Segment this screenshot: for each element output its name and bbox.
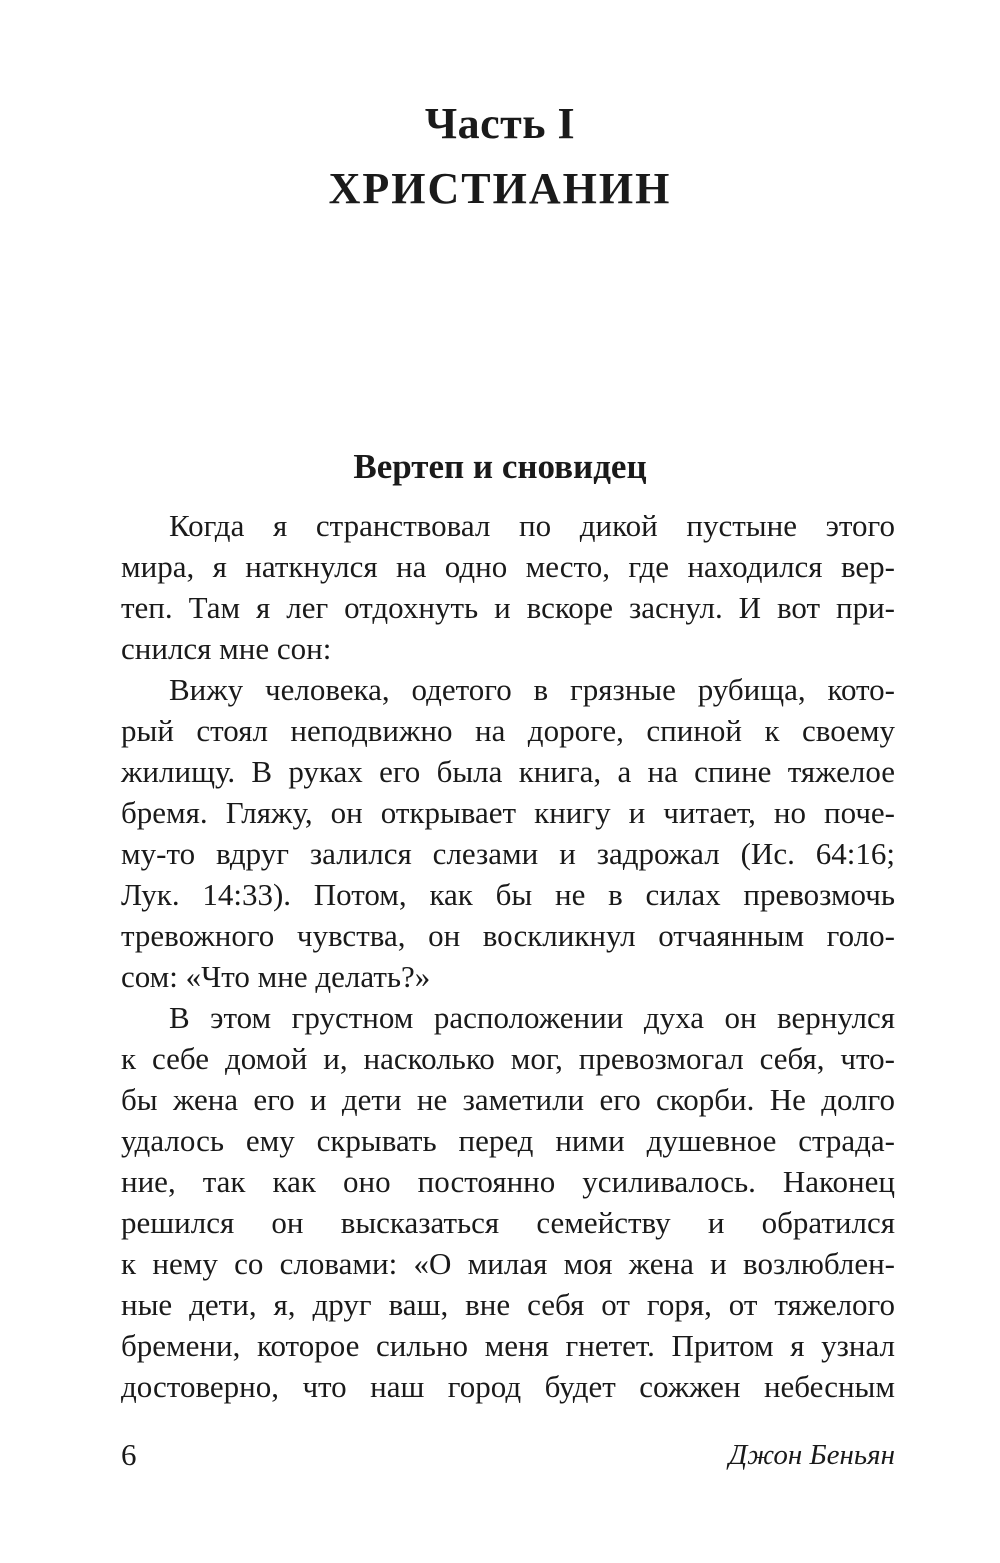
text-line: Лук. 14:33). Потом, как бы не в силах превозмочь — [121, 877, 895, 912]
text-line: теп. Там я лег отдохнуть и вскоре заснул. И вот при- — [121, 590, 895, 625]
text-line: жилищу. В руках его была книга, а на спине тяжелое — [121, 754, 895, 789]
running-footer-author: Джон Беньян — [728, 1439, 895, 1471]
section-title: Вертеп и сновидец — [353, 447, 647, 486]
text-line: В этом грустном расположении духа он вернулся — [169, 1000, 895, 1035]
part-name: ХРИСТИАНИН — [328, 164, 672, 213]
text-line: Когда я странствовал по дикой пустыне этого — [169, 508, 895, 543]
text-line: бремени, которое сильно меня гнетет. Притом я узнал — [121, 1328, 895, 1363]
text-line: му-то вдруг залился слезами и задрожал (Ис. 64:16; — [121, 836, 895, 871]
text-line: ные дети, я, друг ваш, вне себя от горя, от тяжелого — [121, 1287, 895, 1322]
text-line: бы жена его и дети не заметили его скорби. Не долго — [121, 1082, 895, 1117]
page-number: 6 — [121, 1437, 137, 1472]
text-line: Вижу человека, одетого в грязные рубища, кото- — [169, 672, 895, 707]
text-line: тревожного чувства, он воскликнул отчаянным голо- — [121, 918, 895, 953]
text-line: сом: «Что мне делать?» — [121, 959, 431, 994]
text-line: к себе домой и, насколько мог, превозмогал себя, что- — [121, 1041, 895, 1076]
text-line: решился он высказаться семейству и обратился — [121, 1205, 895, 1240]
text-line: достоверно, что наш город будет сожжен небесным — [121, 1369, 895, 1404]
body-text — [121, 505, 895, 1407]
text-line: удалось ему скрывать перед ними душевное страда- — [121, 1123, 895, 1158]
text-line: к нему со словами: «О милая моя жена и возлюблен- — [121, 1246, 895, 1281]
text-line: снился мне сон: — [121, 631, 332, 666]
text-line: рый стоял неподвижно на дороге, спиной к своему — [121, 713, 895, 748]
text-line: ние, так как оно постоянно усиливалось. Наконец — [121, 1164, 895, 1199]
text-line: мира, я наткнулся на одно место, где находился вер- — [121, 549, 895, 584]
part-title: Часть I — [424, 99, 576, 148]
text-line: бремя. Гляжу, он открывает книгу и читает, но поче- — [121, 795, 895, 830]
